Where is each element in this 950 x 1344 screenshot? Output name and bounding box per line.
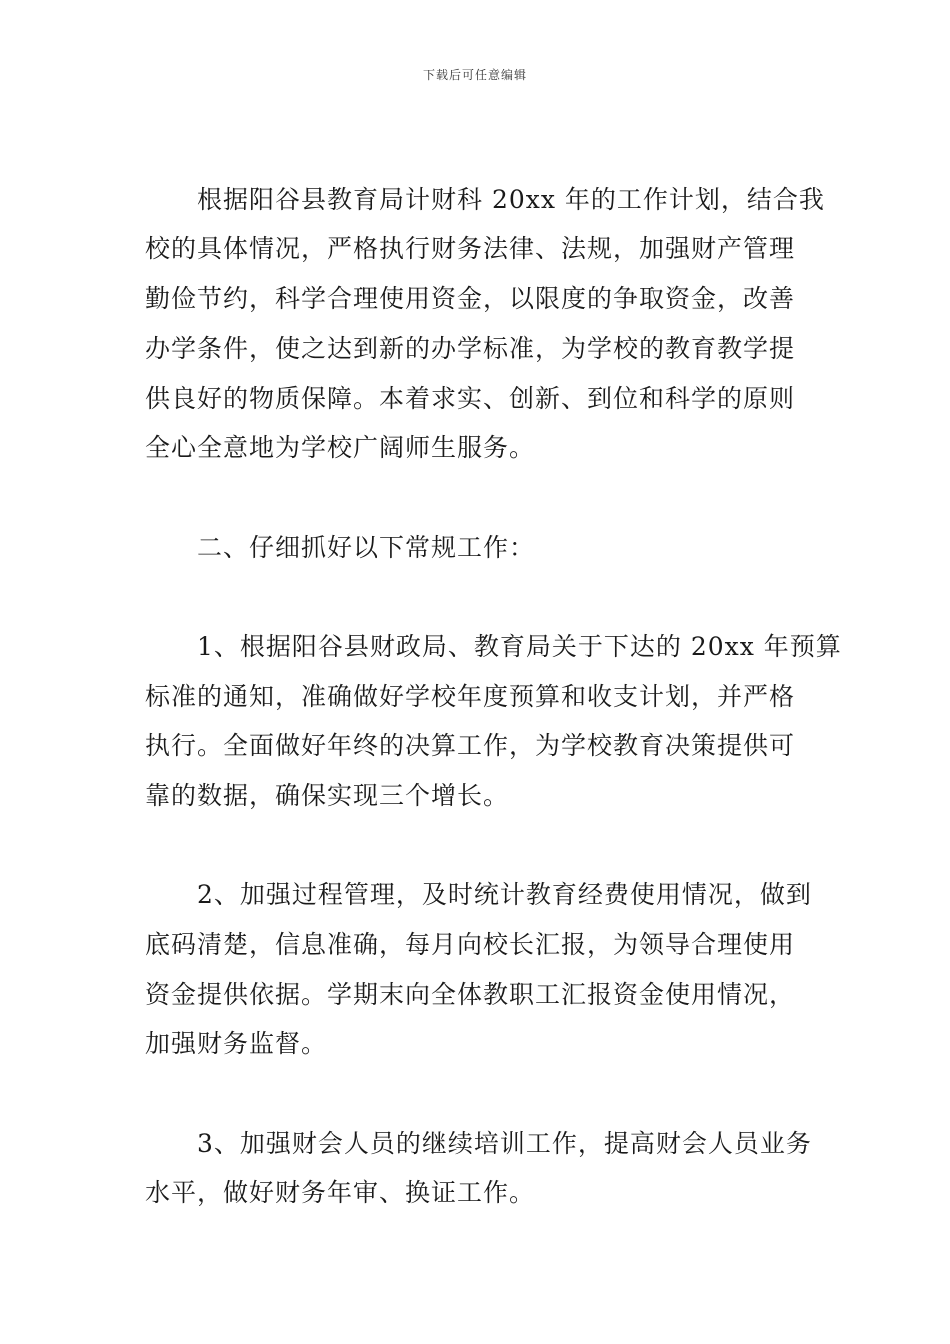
page-header: 下载后可任意编辑 — [422, 68, 527, 82]
text-line: 勤俭节约，科学合理使用资金，以限度的争取资金，改善 — [145, 284, 796, 313]
text-line: 校的具体情况，严格执行财务法律、法规，加强财产管理 — [145, 234, 796, 263]
section-heading: 二、仔细抓好以下常规工作： — [145, 533, 536, 562]
text-line: 1、根据阳谷县财政局、教育局关于下达的 20xx 年预算 — [145, 632, 842, 661]
text-line: 根据阳谷县教育局计财科 20xx 年的工作计划，结合我 — [145, 185, 825, 214]
text-line: 加强财务监督。 — [145, 1029, 328, 1058]
text-line: 执行。全面做好年终的决算工作，为学校教育决策提供可 — [145, 731, 796, 760]
text-line: 水平，做好财务年审、换证工作。 — [145, 1178, 536, 1207]
text-line: 供良好的物质保障。本着求实、创新、到位和科学的原则 — [145, 384, 796, 413]
text-line: 标准的通知，准确做好学校年度预算和收支计划，并严格 — [145, 682, 796, 711]
text-line: 全心全意地为学校广阔师生服务。 — [145, 433, 536, 462]
text-line: 办学条件，使之达到新的办学标准，为学校的教育教学提 — [145, 334, 796, 363]
text-line: 3、加强财会人员的继续培训工作，提高财会人员业务 — [145, 1129, 812, 1158]
text-line: 2、加强过程管理，及时统计教育经费使用情况，做到 — [145, 880, 812, 909]
text-line: 靠的数据，确保实现三个增长。 — [145, 781, 510, 810]
text-line: 底码清楚，信息准确，每月向校长汇报，为领导合理使用 — [145, 930, 796, 959]
text-line: 资金提供依据。学期末向全体教职工汇报资金使用情况， — [145, 980, 796, 1009]
